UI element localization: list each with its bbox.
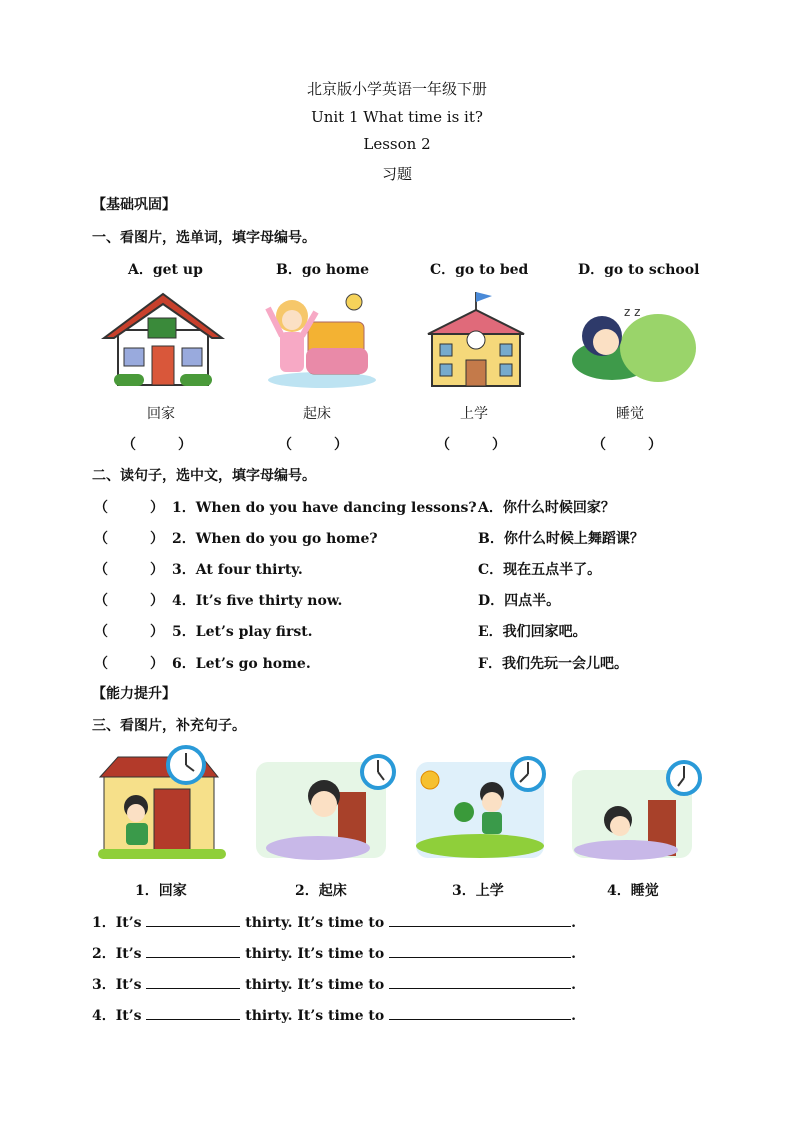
match-blank-3[interactable]: （ ） xyxy=(94,562,164,578)
activity-blank-1[interactable] xyxy=(389,912,571,927)
hour-blank-3[interactable] xyxy=(146,974,240,989)
fill-line-2 xyxy=(92,943,576,963)
lesson-title: Lesson 2 xyxy=(363,135,431,153)
svg-text:z z: z z xyxy=(624,305,641,319)
sentence-3: 3．At four thirty. xyxy=(172,562,303,578)
answer-blank-1[interactable]: （ ） xyxy=(122,437,192,453)
answer-blank-4[interactable]: （ ） xyxy=(592,437,662,453)
part2-instruction: 二、读句子，选中文，填字母编号。 xyxy=(92,468,316,484)
fill-line-2-mid: thirty. It’s time to xyxy=(245,946,385,962)
boy-getting-up-clock-icon xyxy=(256,752,396,860)
sentence-5: 5．Let’s play first. xyxy=(172,624,313,640)
boy-going-school-clock-icon xyxy=(412,752,552,860)
worksheet-title: 北京版小学英语一年级下册 xyxy=(306,80,487,98)
exercise-subtitle: 习题 xyxy=(381,165,412,183)
picture-caption-4: 4．睡觉 xyxy=(607,883,659,899)
match-blank-1[interactable]: （ ） xyxy=(94,500,164,516)
option-d: D．go to school xyxy=(578,262,700,278)
activity-blank-4[interactable] xyxy=(389,1005,571,1020)
option-a: A．get up xyxy=(128,262,203,278)
choice-c: C．现在五点半了。 xyxy=(478,562,602,578)
sentence-4: 4．It’s five thirty now. xyxy=(172,593,343,609)
fill-line-4 xyxy=(92,1005,576,1025)
section-advanced-heading: 【能力提升】 xyxy=(92,686,176,702)
part1-instruction: 一、看图片，选单词，填字母编号。 xyxy=(92,230,316,246)
caption-go-home: 回家 xyxy=(147,406,175,422)
section-basic-heading: 【基础巩固】 xyxy=(92,197,176,213)
hour-blank-2[interactable] xyxy=(146,943,240,958)
choice-a: A．你什么时候回家？ xyxy=(478,500,615,516)
fill-line-4-end: . xyxy=(571,1008,576,1024)
caption-go-to-school: 上学 xyxy=(460,406,488,422)
sentence-6: 6．Let’s go home. xyxy=(172,656,311,672)
part3-instruction: 三、看图片，补充句子。 xyxy=(92,718,246,734)
girl-waking-icon xyxy=(262,290,378,388)
fill-line-1-end: . xyxy=(571,915,576,931)
match-blank-2[interactable]: （ ） xyxy=(94,531,164,547)
option-b: B．go home xyxy=(276,262,370,278)
sentence-2: 2．When do you go home? xyxy=(172,531,378,547)
fill-line-1-start: 1．It’s xyxy=(92,915,142,931)
school-icon xyxy=(422,290,530,388)
fill-line-4-mid: thirty. It’s time to xyxy=(245,1008,385,1024)
choice-b: B．你什么时候上舞蹈课？ xyxy=(478,531,644,547)
fill-line-1 xyxy=(92,912,576,932)
unit-title: Unit 1 What time is it? xyxy=(311,108,483,126)
sentence-1: 1．When do you have dancing lessons? xyxy=(172,500,477,516)
activity-blank-3[interactable] xyxy=(389,974,571,989)
activity-blank-2[interactable] xyxy=(389,943,571,958)
fill-line-2-end: . xyxy=(571,946,576,962)
fill-line-3-start: 3．It’s xyxy=(92,977,142,993)
fill-line-2-start: 2．It’s xyxy=(92,946,142,962)
fill-line-1-mid: thirty. It’s time to xyxy=(245,915,385,931)
house-icon xyxy=(100,290,226,388)
match-blank-4[interactable]: （ ） xyxy=(94,593,164,609)
choice-f: F．我们先玩一会儿吧。 xyxy=(478,656,628,672)
hour-blank-1[interactable] xyxy=(146,912,240,927)
picture-caption-3: 3．上学 xyxy=(452,883,504,899)
picture-caption-1: 1．回家 xyxy=(135,883,187,899)
girl-sleeping-icon xyxy=(562,292,698,384)
fill-line-3-end: . xyxy=(571,977,576,993)
choice-e: E．我们回家吧。 xyxy=(478,624,587,640)
hour-blank-4[interactable] xyxy=(146,1005,240,1020)
fill-line-3-mid: thirty. It’s time to xyxy=(245,977,385,993)
boy-sleeping-clock-icon xyxy=(568,756,704,860)
fill-line-4-start: 4．It’s xyxy=(92,1008,142,1024)
picture-caption-2: 2．起床 xyxy=(295,883,347,899)
choice-d: D．四点半。 xyxy=(478,593,561,609)
fill-line-3 xyxy=(92,974,576,994)
caption-get-up: 起床 xyxy=(303,406,331,422)
answer-blank-3[interactable]: （ ） xyxy=(436,437,506,453)
caption-go-to-bed: 睡觉 xyxy=(616,406,644,422)
option-c: C．go to bed xyxy=(430,262,529,278)
answer-blank-2[interactable]: （ ） xyxy=(278,437,348,453)
match-blank-6[interactable]: （ ） xyxy=(94,656,164,672)
boy-at-home-clock-icon xyxy=(98,745,232,861)
match-blank-5[interactable]: （ ） xyxy=(94,624,164,640)
